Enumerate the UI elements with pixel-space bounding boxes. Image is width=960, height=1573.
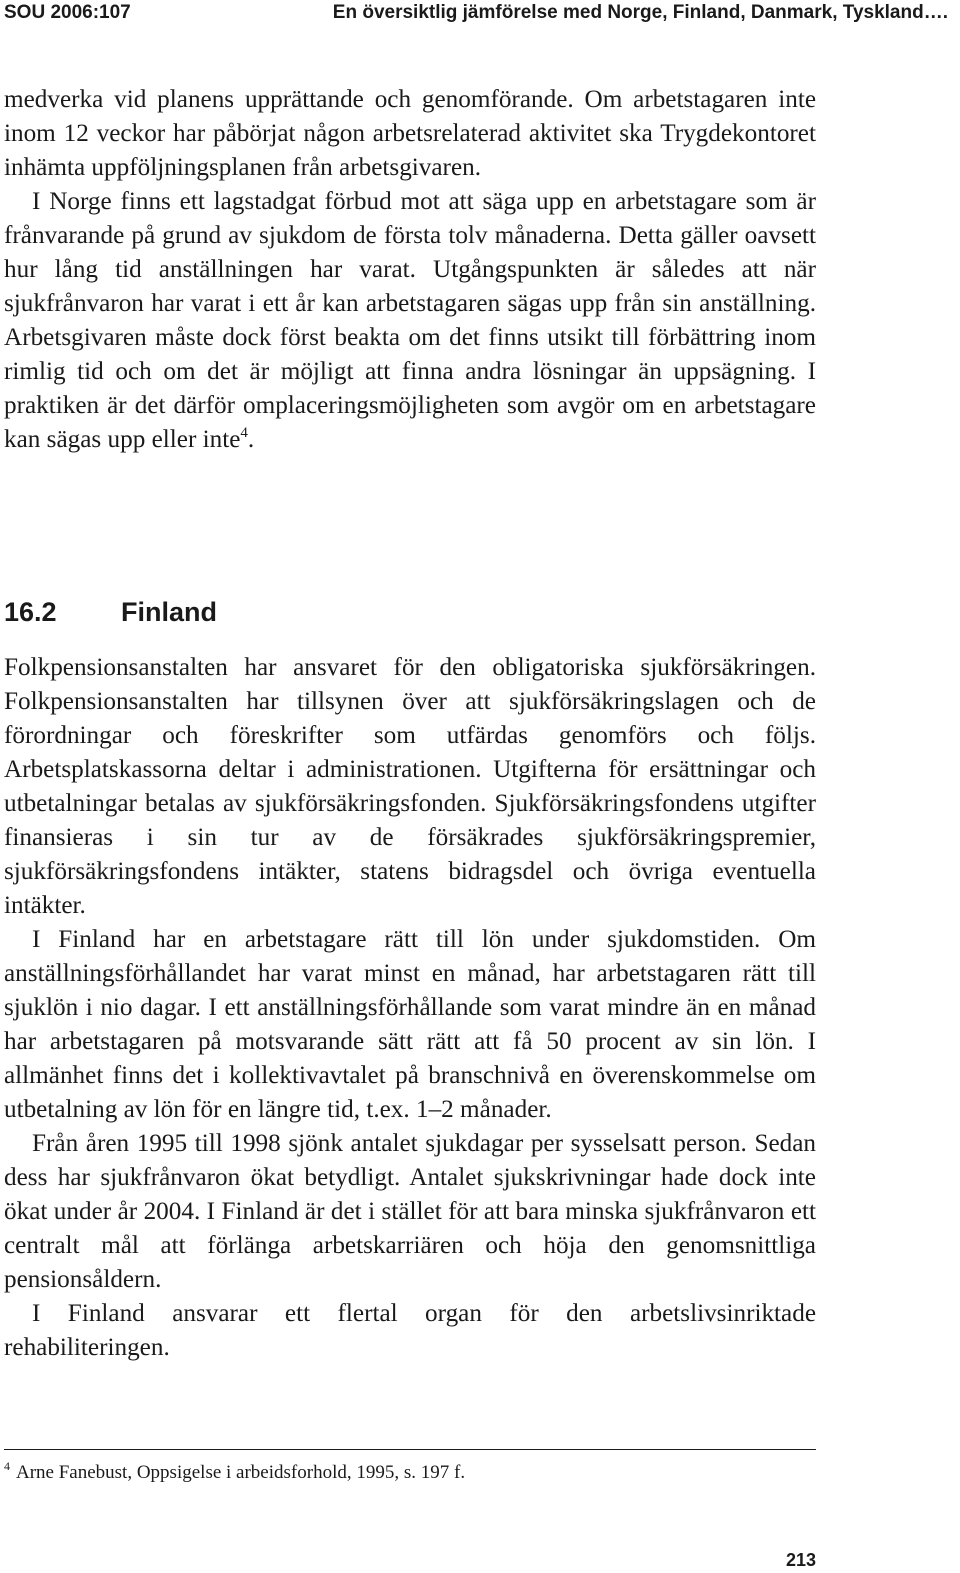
finland-section-text [4, 651, 816, 1365]
footnote [4, 1460, 816, 1486]
footnote-divider [4, 1449, 816, 1450]
section-title: Finland [121, 597, 217, 627]
paragraph-text: I Norge finns ett lagstadgat förbud mot att säga upp en arbetstagare som är frånvarande på grund av sjukdom de första tolv månaderna. Detta gäller oavsett hur lång tid anställningen har varat. Utgångspunkten är således att när sjukfrånvaron har varat i ett år kan arbetstagaren sägas upp från sin anställning. Arbetsgivaren måste dock först beakta om det finns utsikt till förbättring inom rimlig tid och om det är möjligt att finna andra lösningar än uppsägning. I praktiken är det därför omplaceringsmöjligheten som avgör om en arbetstagare kan sägas upp eller inte [4, 188, 816, 453]
paragraph: I Finland ansvarar ett flertal organ för den arbetslivsinriktade rehabiliteringen. [4, 1300, 816, 1361]
paragraph: Folkpensionsanstalten har ansvaret för den obligatoriska sjukförsäkringen. Folkpensionsanstalten har tillsynen över att sjukförsäkringslagen och de förordningar och föreskrifter som utfärdas genomförs och följs. Arbetsplatskassorna deltar i administrationen. Utgifterna för ersättningar och utbetalningar betalas av sjukförsäkringsfonden. Sjukförsäkringsfondens utgifter finansieras i sin tur av de försäkrades sjukförsäkringspremier, sjukförsäkringsfondens intäkter, statens bidragsdel och övriga eventuella intäkter. [4, 654, 816, 919]
page-number: 213 [785, 1550, 816, 1570]
paragraph: Från åren 1995 till 1998 sjönk antalet sjukdagar per sysselsatt person. Sedan dess har sjukfrånvaron ökat betydligt. Antalet sjukskrivningar hade dock inte ökat under år 2004. I Finland är det i stället för att bara minska sjukfrånvaron ett centralt mål att förlänga arbetskarriären och höja den genomsnittliga pensionsåldern. [4, 1130, 816, 1293]
running-title: En översiktlig jämförelse med Norge, Finland, Danmark, Tyskland…. [332, 2, 948, 23]
paragraph: medverka vid planens upprättande och genomförande. Om arbetstagaren inte inom 12 veckor har påbörjat någon arbetsrelaterad aktivitet ska Trygdekontoret inhämta uppföljningsplanen från arbetsgivaren. [4, 86, 816, 181]
norway-section-text [4, 83, 816, 457]
running-header [4, 0, 960, 30]
section-number: 16.2 [4, 597, 57, 627]
document-id: SOU 2006:107 [4, 2, 131, 23]
paragraph-end: . [247, 426, 255, 453]
footnote-mark: 4 [4, 1459, 10, 1473]
section-heading [4, 592, 217, 632]
footnote-text: Arne Fanebust, Oppsigelse i arbeidsforhold, 1995, s. 197 f. [16, 1462, 466, 1483]
footnote-reference: 4 [240, 425, 248, 441]
paragraph [4, 185, 816, 457]
paragraph: I Finland har en arbetstagare rätt till lön under sjukdomstiden. Om anställningsförhållandet har varat minst en månad, har arbetstagaren rätt till sjuklön i nio dagar. I ett anställningsförhållande som varat mindre än en månad har arbetstagaren på motsvarande sätt rätt att få 50 procent av sin lön. I allmänhet finns det i kollektivavtalet på branschnivå en överenskommelse om utbetalning av lön för en längre tid, t.ex. 1–2 månader. [4, 926, 816, 1123]
